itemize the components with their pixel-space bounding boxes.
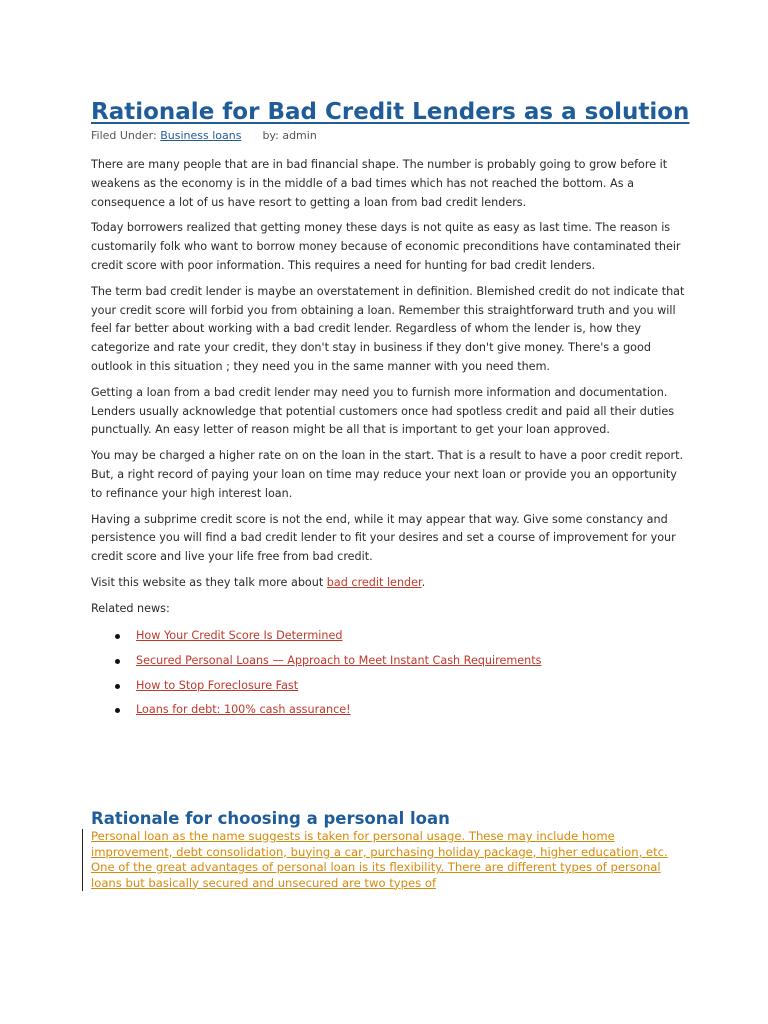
- paragraph-3: The term bad credit lender is maybe an overstatement in definition. Blemished credit do not indicate that your credit score will forbid you from obtaining a loan. Remember this straightforward truth and you will feel far better about working with a bad credit lender. Regardless of whom the lender is, how they categorize and rate your credit, they don't stay in business if they don't give money. There's a good outlook in this situation ; they need you in the same manner with you need them.: [91, 284, 685, 373]
- bullet-icon: [115, 684, 120, 689]
- related-link[interactable]: Secured Personal Loans — Approach to Meet Instant Cash Requirements: [136, 653, 542, 667]
- bullet-icon: [115, 634, 120, 639]
- next-article-title[interactable]: Rationale for choosing a personal loan: [91, 809, 450, 828]
- bad-credit-lender-link[interactable]: bad credit lender: [326, 575, 422, 589]
- visit-prefix: Visit this website as they talk more about: [91, 575, 327, 589]
- article-title: [91, 94, 691, 130]
- next-article-excerpt[interactable]: Personal loan as the name suggests is taken for personal usage. These may include home improvement, debt consolidation, buying a car, purchasing holiday package, higher education, etc. One of the great advantages of personal loan is its flexibility. There are different types of personal loans but basically secured and unsecured are two types of: [91, 829, 668, 890]
- visit-suffix: .: [421, 575, 426, 589]
- related-link[interactable]: Loans for debt: 100% cash assurance!: [136, 703, 351, 717]
- author-label: by: admin: [262, 129, 317, 142]
- article-meta: [91, 129, 691, 143]
- related-link[interactable]: How Your Credit Score Is Determined: [136, 628, 343, 642]
- paragraph-4: Getting a loan from a bad credit lender may need you to furnish more information and documentation. Lenders usually acknowledge that potential customers once had spotless credit and paid all their duties punctually. An easy letter of reason might be all that is important to get your loan approved.: [91, 385, 675, 437]
- list-item: [115, 652, 691, 671]
- paragraph-6: Having a subprime credit score is not the end, while it may appear that way. Give some constancy and persistence you will find a bad credit lender to fit your desires and set a course of improvement for your credit score and live your life free from bad credit.: [91, 512, 676, 564]
- related-news-label: Related news:: [91, 601, 170, 615]
- bullet-icon: [115, 659, 120, 664]
- visit-website-paragraph: [91, 574, 691, 593]
- paragraph-5: You may be charged a higher rate on on the loan in the start. That is a result to have a poor credit report. But, a right record of paying your loan on time may reduce your next loan or provide you an opportunity to refinance your high interest loan.: [91, 449, 684, 500]
- list-item: [115, 701, 691, 720]
- paragraph-1: There are many people that are in bad financial shape. The number is probably going to grow before it weakens as the economy is in the middle of a bad times which has not reached the bottom. As a consequence a lot of us have resort to getting a loan from bad credit lenders.: [91, 158, 668, 209]
- filed-under-label: Filed Under:: [91, 129, 157, 142]
- paragraph-2: Today borrowers realized that getting money these days is not quite as easy as last time. The reason is customarily folk who want to borrow money because of economic preconditions have contaminated their credit score with poor information. This requires a need for hunting for bad credit lenders.: [91, 221, 681, 272]
- list-item: [115, 677, 691, 696]
- bullet-icon: [115, 708, 120, 713]
- article-title-link[interactable]: Rationale for Bad Credit Lenders as a solution: [91, 99, 690, 125]
- text-cursor-bar: [82, 829, 83, 891]
- list-item: [115, 627, 691, 646]
- article: [91, 94, 691, 726]
- related-news-list: [91, 627, 691, 721]
- related-link[interactable]: How to Stop Foreclosure Fast: [136, 678, 299, 692]
- category-link[interactable]: Business loans: [160, 129, 242, 142]
